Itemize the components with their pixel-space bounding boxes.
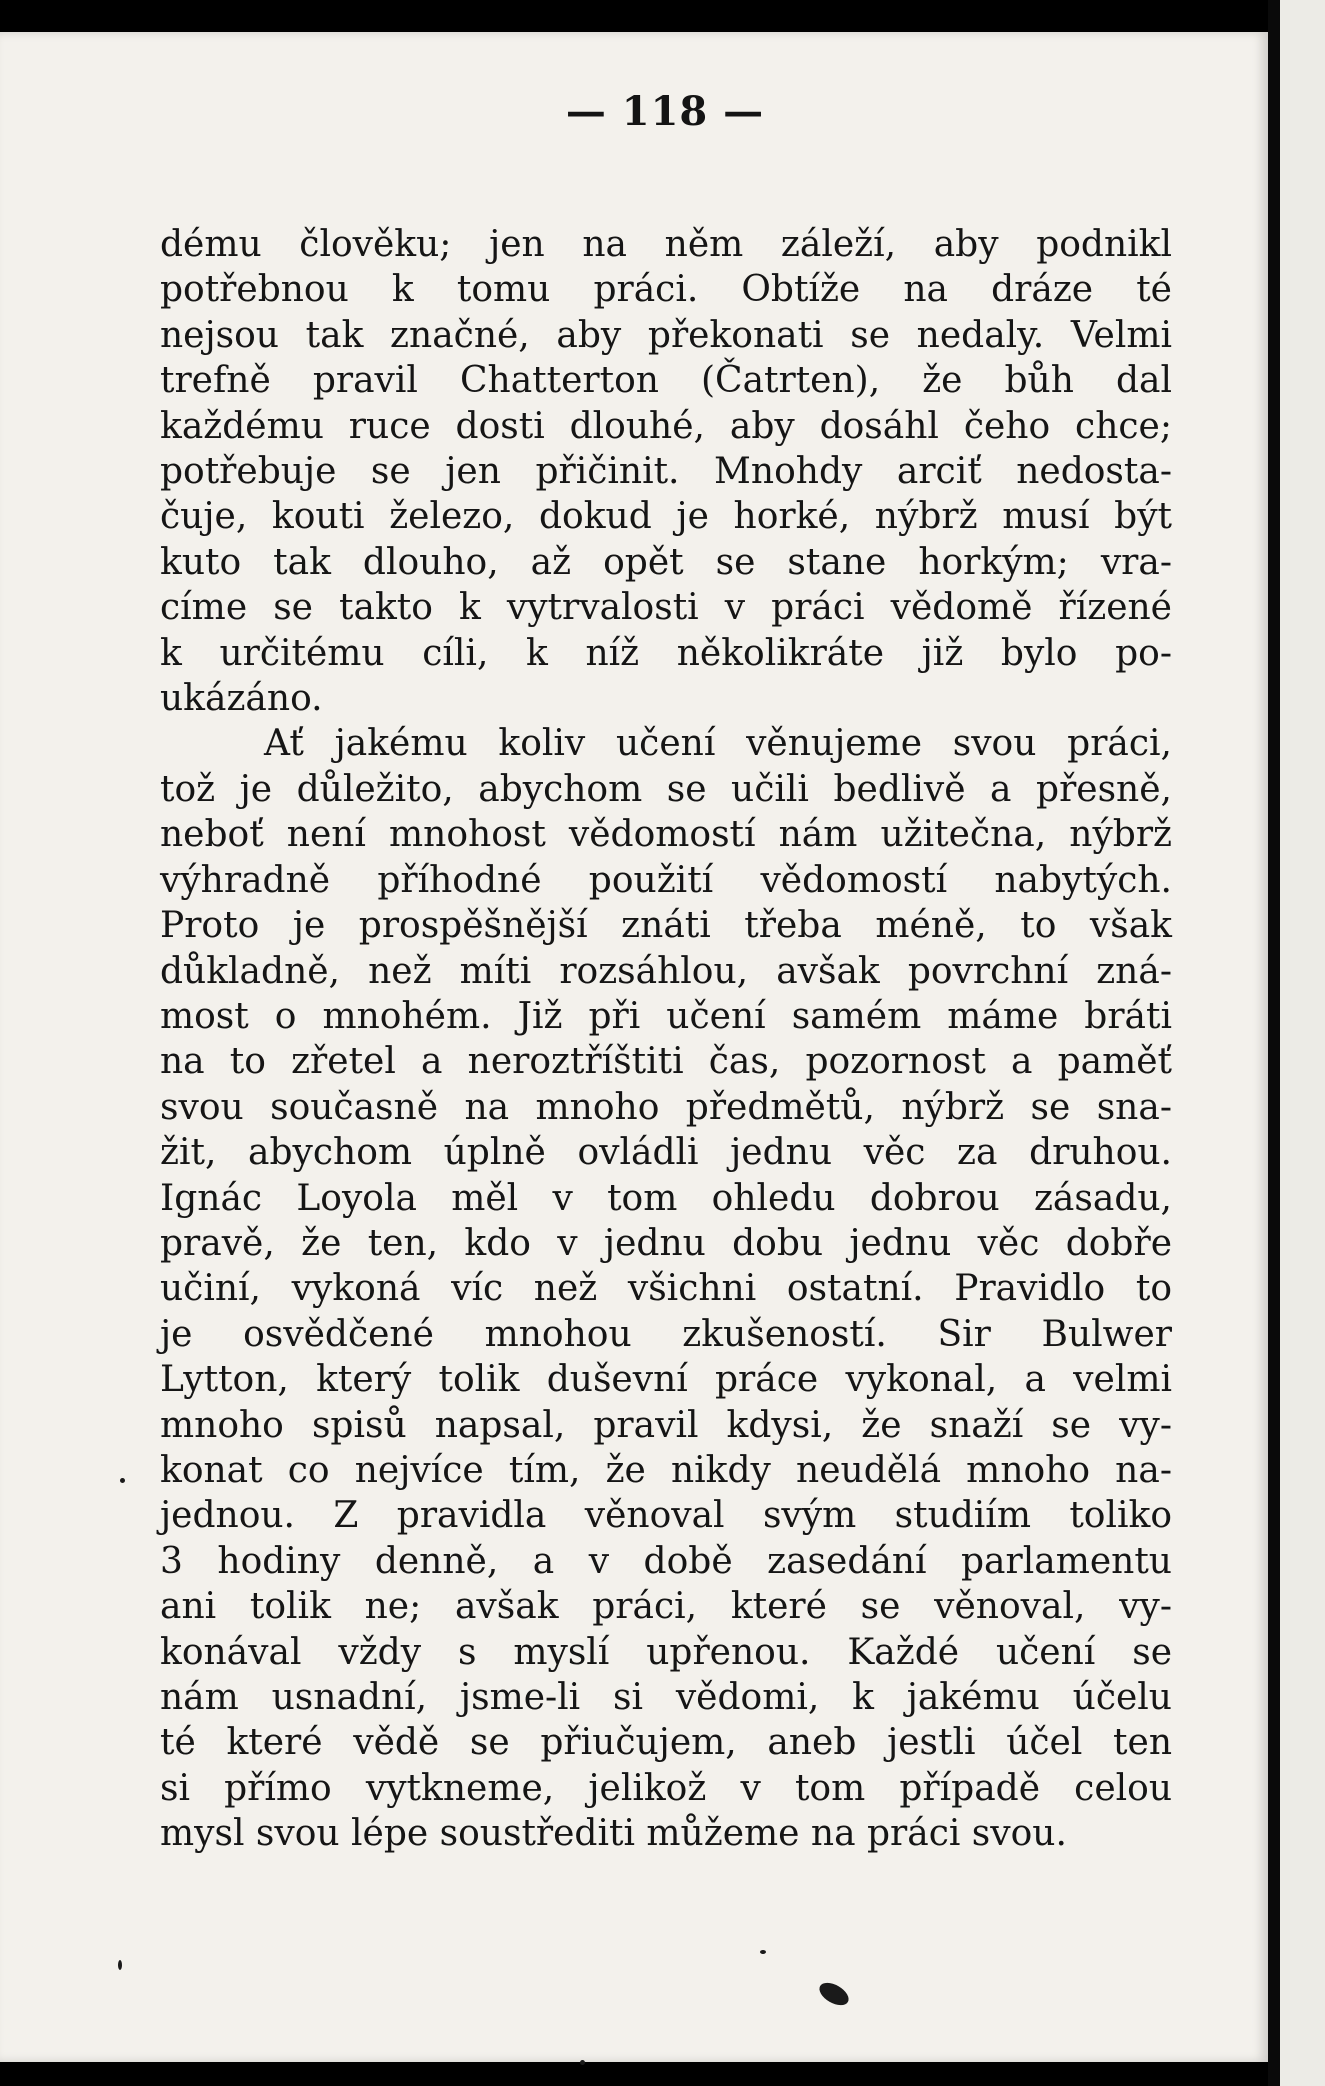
text-line: potřebnou k tomu práci. Obtíže na dráze té [160,269,1172,311]
text-line: výhradně příhodné použití vědomostí nabytých. [160,859,1172,901]
text-line: čuje, kouti železo, dokud je horké, nýbrž musí být [160,496,1172,538]
text-line: Ať jakému koliv učení věnujeme svou práci, [264,723,1172,765]
text-line: si přímo vytkneme, jelikož v tom případě celou [160,1767,1172,1809]
text-line: tož je důležito, abychom se učili bedlivě a přesně, [160,768,1172,810]
text-line: nám usnadní, jsme-li si vědomi, k jakému účelu [160,1677,1172,1718]
text-line: je osvědčené mnohou zkušeností. Sir Bulwer [160,1313,1172,1355]
text-line: dému člověku; jen na něm záleží, aby podnikl [160,224,1172,265]
text-line: Lytton, který tolik duševní práce vykonal, a velmi [160,1359,1172,1401]
text-line: trefně pravil Chatterton (Čatrten), že bůh dal [160,360,1172,402]
text-line: pravě, že ten, kdo v jednu dobu jednu věc dobře [160,1222,1172,1264]
ink-speck [760,1950,766,1954]
text-line: svou současně na mnoho předmětů, nýbrž se sna- [160,1086,1172,1128]
paragraph-2 [160,721,1172,1856]
text-line: 3 hodiny denně, a v době zasedání parlamentu [160,1540,1172,1582]
text-line: most o mnohém. Již při učení samém máme bráti [160,995,1172,1037]
next-page-edge [1280,0,1325,2086]
page-number: — 118 — [565,88,765,135]
text-line: kuto tak dlouho, až opět se stane horkým; vra- [160,541,1172,583]
ink-speck [120,1478,125,1483]
text-line: na to zřetel a neroztříštiti čas, pozornost a paměť [160,1041,1172,1083]
text-line: mnoho spisů napsal, pravil kdysi, že snaží se vy- [160,1404,1172,1446]
text-line: důkladně, než míti rozsáhlou, avšak povrchní zná- [160,950,1172,992]
text-line: ani tolik ne; avšak práci, které se věnoval, vy- [160,1586,1172,1628]
text-line: žit, abychom úplně ovládli jednu věc za druhou. [160,1132,1172,1174]
text-line: každému ruce dosti dlouhé, aby dosáhl čeho chce; [160,405,1172,447]
text-line: jednou. Z pravidla věnoval svým studiím toliko [160,1495,1172,1537]
ink-speck [580,2060,585,2065]
text-line: konával vždy s myslí upřenou. Každé učení se [160,1631,1172,1673]
text-line: k určitému cíli, k níž několikráte již bylo po- [160,632,1172,674]
text-line: té které vědě se přiučujem, aneb jestli účel ten [160,1722,1172,1764]
text-line: Proto je prospěšnější znáti třeba méně, to však [160,905,1172,947]
body-text [160,222,1172,1857]
text-line: neboť není mnohost vědomostí nám užitečna, nýbrž [160,814,1172,856]
text-line: nejsou tak značné, aby překonati se nedaly. Velmi [160,314,1172,356]
text-line: učiní, vykoná víc než všichni ostatní. Pravidlo to [160,1268,1172,1310]
page-gutter-shadow [1268,0,1280,2086]
text-line: Ignác Loyola měl v tom ohledu dobrou zásadu, [160,1177,1172,1219]
text-line: konat co nejvíce tím, že nikdy neudělá mnoho na- [160,1449,1172,1491]
text-line: mysl svou lépe soustřediti můžeme na práci svou. [160,1813,1067,1855]
ink-speck [118,1960,122,1970]
text-line: ukázáno. [160,678,323,720]
text-line: címe se takto k vytrvalosti v práci vědomě řízené [160,587,1172,629]
text-line: potřebuje se jen přičinit. Mnohdy arciť nedosta- [160,451,1172,493]
paragraph-1 [160,222,1172,721]
